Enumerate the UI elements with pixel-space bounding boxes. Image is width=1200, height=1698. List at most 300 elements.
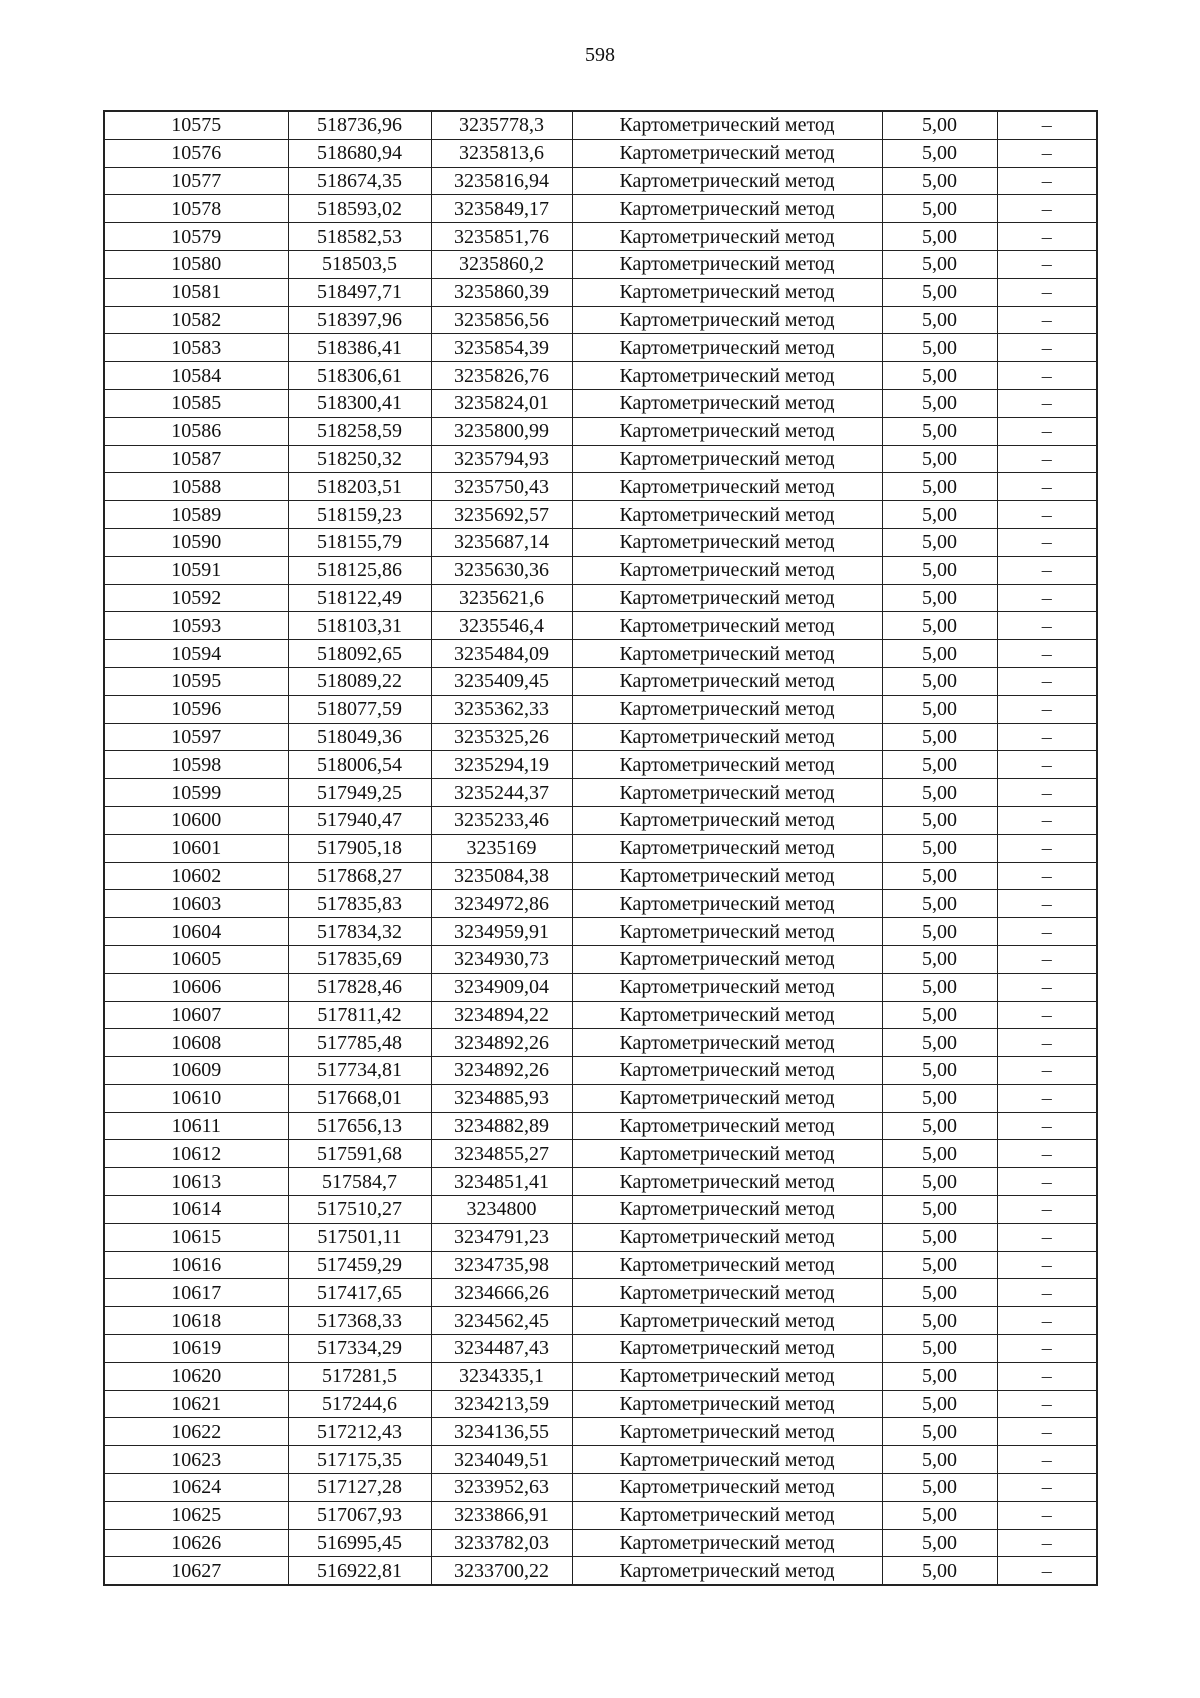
- method-cell: Картометрический метод: [572, 1251, 882, 1279]
- point-number-cell: 10612: [104, 1140, 288, 1168]
- y-coordinate-cell: 3235244,37: [431, 779, 572, 807]
- point-number-cell: 10613: [104, 1168, 288, 1196]
- coordinates-table: [103, 110, 1098, 1586]
- x-coordinate-cell: 517835,83: [288, 890, 431, 918]
- y-coordinate-cell: 3235813,6: [431, 139, 572, 167]
- y-coordinate-cell: 3235824,01: [431, 389, 572, 417]
- note-cell: –: [997, 417, 1097, 445]
- y-coordinate-cell: 3235621,6: [431, 584, 572, 612]
- table-row: [104, 473, 1097, 501]
- note-cell: –: [997, 667, 1097, 695]
- point-number-cell: 10614: [104, 1196, 288, 1224]
- accuracy-cell: 5,00: [882, 278, 997, 306]
- x-coordinate-cell: 518306,61: [288, 362, 431, 390]
- point-number-cell: 10584: [104, 362, 288, 390]
- table-row: [104, 1223, 1097, 1251]
- point-number-cell: 10597: [104, 723, 288, 751]
- note-cell: –: [997, 473, 1097, 501]
- accuracy-cell: 5,00: [882, 250, 997, 278]
- table-row: [104, 584, 1097, 612]
- y-coordinate-cell: 3234213,59: [431, 1390, 572, 1418]
- point-number-cell: 10603: [104, 890, 288, 918]
- x-coordinate-cell: 517668,01: [288, 1084, 431, 1112]
- accuracy-cell: 5,00: [882, 306, 997, 334]
- x-coordinate-cell: 517459,29: [288, 1251, 431, 1279]
- accuracy-cell: 5,00: [882, 334, 997, 362]
- y-coordinate-cell: 3234136,55: [431, 1418, 572, 1446]
- y-coordinate-cell: 3235794,93: [431, 445, 572, 473]
- note-cell: –: [997, 445, 1097, 473]
- accuracy-cell: 5,00: [882, 556, 997, 584]
- y-coordinate-cell: 3235692,57: [431, 501, 572, 529]
- x-coordinate-cell: 518089,22: [288, 667, 431, 695]
- x-coordinate-cell: 518300,41: [288, 389, 431, 417]
- method-cell: Картометрический метод: [572, 389, 882, 417]
- y-coordinate-cell: 3234892,26: [431, 1057, 572, 1085]
- point-number-cell: 10589: [104, 501, 288, 529]
- y-coordinate-cell: 3235084,38: [431, 862, 572, 890]
- method-cell: Картометрический метод: [572, 1474, 882, 1502]
- point-number-cell: 10617: [104, 1279, 288, 1307]
- method-cell: Картометрический метод: [572, 445, 882, 473]
- x-coordinate-cell: 517212,43: [288, 1418, 431, 1446]
- point-number-cell: 10598: [104, 751, 288, 779]
- y-coordinate-cell: 3235169: [431, 834, 572, 862]
- point-number-cell: 10610: [104, 1084, 288, 1112]
- y-coordinate-cell: 3235546,4: [431, 612, 572, 640]
- point-number-cell: 10599: [104, 779, 288, 807]
- accuracy-cell: 5,00: [882, 751, 997, 779]
- accuracy-cell: 5,00: [882, 1057, 997, 1085]
- method-cell: Картометрический метод: [572, 306, 882, 334]
- point-number-cell: 10582: [104, 306, 288, 334]
- accuracy-cell: 5,00: [882, 1529, 997, 1557]
- y-coordinate-cell: 3234909,04: [431, 973, 572, 1001]
- y-coordinate-cell: 3234800: [431, 1196, 572, 1224]
- method-cell: Картометрический метод: [572, 1001, 882, 1029]
- method-cell: Картометрический метод: [572, 1335, 882, 1363]
- accuracy-cell: 5,00: [882, 1335, 997, 1363]
- point-number-cell: 10581: [104, 278, 288, 306]
- method-cell: Картометрический метод: [572, 834, 882, 862]
- point-number-cell: 10600: [104, 806, 288, 834]
- method-cell: Картометрический метод: [572, 111, 882, 139]
- method-cell: Картометрический метод: [572, 667, 882, 695]
- x-coordinate-cell: 517905,18: [288, 834, 431, 862]
- x-coordinate-cell: 517244,6: [288, 1390, 431, 1418]
- x-coordinate-cell: 518397,96: [288, 306, 431, 334]
- point-number-cell: 10608: [104, 1029, 288, 1057]
- accuracy-cell: 5,00: [882, 417, 997, 445]
- accuracy-cell: 5,00: [882, 1140, 997, 1168]
- note-cell: –: [997, 528, 1097, 556]
- table-row: [104, 167, 1097, 195]
- table-row: [104, 1474, 1097, 1502]
- accuracy-cell: 5,00: [882, 111, 997, 139]
- y-coordinate-cell: 3235826,76: [431, 362, 572, 390]
- accuracy-cell: 5,00: [882, 1474, 997, 1502]
- table-row: [104, 1418, 1097, 1446]
- y-coordinate-cell: 3235800,99: [431, 417, 572, 445]
- y-coordinate-cell: 3235849,17: [431, 195, 572, 223]
- accuracy-cell: 5,00: [882, 779, 997, 807]
- x-coordinate-cell: 518680,94: [288, 139, 431, 167]
- y-coordinate-cell: 3235778,3: [431, 111, 572, 139]
- method-cell: Картометрический метод: [572, 723, 882, 751]
- x-coordinate-cell: 518674,35: [288, 167, 431, 195]
- accuracy-cell: 5,00: [882, 167, 997, 195]
- note-cell: –: [997, 1001, 1097, 1029]
- method-cell: Картометрический метод: [572, 556, 882, 584]
- accuracy-cell: 5,00: [882, 1362, 997, 1390]
- table-row: [104, 695, 1097, 723]
- accuracy-cell: 5,00: [882, 445, 997, 473]
- x-coordinate-cell: 517949,25: [288, 779, 431, 807]
- note-cell: –: [997, 862, 1097, 890]
- note-cell: –: [997, 223, 1097, 251]
- table-row: [104, 389, 1097, 417]
- point-number-cell: 10576: [104, 139, 288, 167]
- note-cell: –: [997, 779, 1097, 807]
- table-row: [104, 1557, 1097, 1585]
- table-row: [104, 862, 1097, 890]
- note-cell: –: [997, 111, 1097, 139]
- y-coordinate-cell: 3235851,76: [431, 223, 572, 251]
- point-number-cell: 10618: [104, 1307, 288, 1335]
- point-number-cell: 10604: [104, 918, 288, 946]
- accuracy-cell: 5,00: [882, 1223, 997, 1251]
- accuracy-cell: 5,00: [882, 1196, 997, 1224]
- accuracy-cell: 5,00: [882, 584, 997, 612]
- point-number-cell: 10594: [104, 640, 288, 668]
- y-coordinate-cell: 3234892,26: [431, 1029, 572, 1057]
- y-coordinate-cell: 3235362,33: [431, 695, 572, 723]
- y-coordinate-cell: 3235854,39: [431, 334, 572, 362]
- method-cell: Картометрический метод: [572, 1557, 882, 1585]
- x-coordinate-cell: 518203,51: [288, 473, 431, 501]
- x-coordinate-cell: 517334,29: [288, 1335, 431, 1363]
- method-cell: Картометрический метод: [572, 1112, 882, 1140]
- accuracy-cell: 5,00: [882, 1557, 997, 1585]
- note-cell: –: [997, 723, 1097, 751]
- method-cell: Картометрический метод: [572, 640, 882, 668]
- x-coordinate-cell: 517281,5: [288, 1362, 431, 1390]
- y-coordinate-cell: 3233866,91: [431, 1501, 572, 1529]
- accuracy-cell: 5,00: [882, 667, 997, 695]
- table-row: [104, 362, 1097, 390]
- accuracy-cell: 5,00: [882, 1251, 997, 1279]
- note-cell: –: [997, 695, 1097, 723]
- accuracy-cell: 5,00: [882, 1168, 997, 1196]
- accuracy-cell: 5,00: [882, 1001, 997, 1029]
- table-row: [104, 195, 1097, 223]
- table-row: [104, 1140, 1097, 1168]
- point-number-cell: 10590: [104, 528, 288, 556]
- table-row: [104, 1251, 1097, 1279]
- method-cell: Картометрический метод: [572, 278, 882, 306]
- method-cell: Картометрический метод: [572, 1057, 882, 1085]
- note-cell: –: [997, 806, 1097, 834]
- coordinates-table-body: [104, 111, 1097, 1585]
- table-row: [104, 223, 1097, 251]
- accuracy-cell: 5,00: [882, 612, 997, 640]
- table-row: [104, 445, 1097, 473]
- point-number-cell: 10586: [104, 417, 288, 445]
- point-number-cell: 10626: [104, 1529, 288, 1557]
- y-coordinate-cell: 3234666,26: [431, 1279, 572, 1307]
- point-number-cell: 10575: [104, 111, 288, 139]
- accuracy-cell: 5,00: [882, 640, 997, 668]
- y-coordinate-cell: 3234562,45: [431, 1307, 572, 1335]
- x-coordinate-cell: 518386,41: [288, 334, 431, 362]
- x-coordinate-cell: 517584,7: [288, 1168, 431, 1196]
- x-coordinate-cell: 518155,79: [288, 528, 431, 556]
- note-cell: –: [997, 584, 1097, 612]
- method-cell: Картометрический метод: [572, 695, 882, 723]
- x-coordinate-cell: 517501,11: [288, 1223, 431, 1251]
- method-cell: Картометрический метод: [572, 528, 882, 556]
- method-cell: Картометрический метод: [572, 862, 882, 890]
- table-row: [104, 1112, 1097, 1140]
- method-cell: Картометрический метод: [572, 1140, 882, 1168]
- x-coordinate-cell: 518250,32: [288, 445, 431, 473]
- note-cell: –: [997, 501, 1097, 529]
- y-coordinate-cell: 3234972,86: [431, 890, 572, 918]
- x-coordinate-cell: 518593,02: [288, 195, 431, 223]
- x-coordinate-cell: 517175,35: [288, 1446, 431, 1474]
- point-number-cell: 10622: [104, 1418, 288, 1446]
- x-coordinate-cell: 518582,53: [288, 223, 431, 251]
- accuracy-cell: 5,00: [882, 473, 997, 501]
- x-coordinate-cell: 518092,65: [288, 640, 431, 668]
- method-cell: Картометрический метод: [572, 1223, 882, 1251]
- accuracy-cell: 5,00: [882, 1446, 997, 1474]
- point-number-cell: 10587: [104, 445, 288, 473]
- point-number-cell: 10588: [104, 473, 288, 501]
- table-row: [104, 1501, 1097, 1529]
- method-cell: Картометрический метод: [572, 806, 882, 834]
- table-row: [104, 890, 1097, 918]
- table-row: [104, 417, 1097, 445]
- accuracy-cell: 5,00: [882, 973, 997, 1001]
- point-number-cell: 10619: [104, 1335, 288, 1363]
- point-number-cell: 10605: [104, 945, 288, 973]
- y-coordinate-cell: 3234487,43: [431, 1335, 572, 1363]
- accuracy-cell: 5,00: [882, 1279, 997, 1307]
- y-coordinate-cell: 3234894,22: [431, 1001, 572, 1029]
- method-cell: Картометрический метод: [572, 250, 882, 278]
- note-cell: –: [997, 945, 1097, 973]
- page-number: 598: [585, 44, 615, 66]
- note-cell: –: [997, 890, 1097, 918]
- y-coordinate-cell: 3234855,27: [431, 1140, 572, 1168]
- note-cell: –: [997, 1362, 1097, 1390]
- accuracy-cell: 5,00: [882, 223, 997, 251]
- accuracy-cell: 5,00: [882, 695, 997, 723]
- note-cell: –: [997, 640, 1097, 668]
- note-cell: –: [997, 1112, 1097, 1140]
- x-coordinate-cell: 517591,68: [288, 1140, 431, 1168]
- table-row: [104, 528, 1097, 556]
- accuracy-cell: 5,00: [882, 389, 997, 417]
- y-coordinate-cell: 3235856,56: [431, 306, 572, 334]
- y-coordinate-cell: 3235630,36: [431, 556, 572, 584]
- accuracy-cell: 5,00: [882, 195, 997, 223]
- y-coordinate-cell: 3235816,94: [431, 167, 572, 195]
- note-cell: –: [997, 918, 1097, 946]
- point-number-cell: 10627: [104, 1557, 288, 1585]
- point-number-cell: 10596: [104, 695, 288, 723]
- accuracy-cell: 5,00: [882, 501, 997, 529]
- point-number-cell: 10593: [104, 612, 288, 640]
- note-cell: –: [997, 1084, 1097, 1112]
- method-cell: Картометрический метод: [572, 1084, 882, 1112]
- table-row: [104, 1307, 1097, 1335]
- note-cell: –: [997, 278, 1097, 306]
- table-row: [104, 1001, 1097, 1029]
- note-cell: –: [997, 195, 1097, 223]
- note-cell: –: [997, 1140, 1097, 1168]
- table-row: [104, 1196, 1097, 1224]
- note-cell: –: [997, 1557, 1097, 1585]
- point-number-cell: 10585: [104, 389, 288, 417]
- method-cell: Картометрический метод: [572, 1196, 882, 1224]
- point-number-cell: 10616: [104, 1251, 288, 1279]
- method-cell: Картометрический метод: [572, 1307, 882, 1335]
- note-cell: –: [997, 751, 1097, 779]
- table-row: [104, 723, 1097, 751]
- y-coordinate-cell: 3235860,2: [431, 250, 572, 278]
- note-cell: –: [997, 1168, 1097, 1196]
- y-coordinate-cell: 3235325,26: [431, 723, 572, 751]
- method-cell: Картометрический метод: [572, 612, 882, 640]
- method-cell: Картометрический метод: [572, 890, 882, 918]
- y-coordinate-cell: 3235484,09: [431, 640, 572, 668]
- method-cell: Картометрический метод: [572, 1362, 882, 1390]
- y-coordinate-cell: 3235233,46: [431, 806, 572, 834]
- table-row: [104, 556, 1097, 584]
- note-cell: –: [997, 1335, 1097, 1363]
- x-coordinate-cell: 517828,46: [288, 973, 431, 1001]
- note-cell: –: [997, 1446, 1097, 1474]
- x-coordinate-cell: 517734,81: [288, 1057, 431, 1085]
- point-number-cell: 10578: [104, 195, 288, 223]
- table-row: [104, 334, 1097, 362]
- table-row: [104, 306, 1097, 334]
- point-number-cell: 10583: [104, 334, 288, 362]
- note-cell: –: [997, 389, 1097, 417]
- x-coordinate-cell: 518159,23: [288, 501, 431, 529]
- note-cell: –: [997, 834, 1097, 862]
- note-cell: –: [997, 556, 1097, 584]
- table-row: [104, 1084, 1097, 1112]
- table-row: [104, 973, 1097, 1001]
- method-cell: Картометрический метод: [572, 139, 882, 167]
- y-coordinate-cell: 3235409,45: [431, 667, 572, 695]
- method-cell: Картометрический метод: [572, 945, 882, 973]
- table-row: [104, 751, 1097, 779]
- point-number-cell: 10592: [104, 584, 288, 612]
- x-coordinate-cell: 518125,86: [288, 556, 431, 584]
- point-number-cell: 10579: [104, 223, 288, 251]
- accuracy-cell: 5,00: [882, 1084, 997, 1112]
- table-row: [104, 1168, 1097, 1196]
- accuracy-cell: 5,00: [882, 945, 997, 973]
- point-number-cell: 10591: [104, 556, 288, 584]
- method-cell: Картометрический метод: [572, 223, 882, 251]
- table-row: [104, 667, 1097, 695]
- x-coordinate-cell: 518258,59: [288, 417, 431, 445]
- table-row: [104, 1529, 1097, 1557]
- table-row: [104, 1057, 1097, 1085]
- note-cell: –: [997, 362, 1097, 390]
- note-cell: –: [997, 1529, 1097, 1557]
- x-coordinate-cell: 518049,36: [288, 723, 431, 751]
- note-cell: –: [997, 1251, 1097, 1279]
- table-row: [104, 1029, 1097, 1057]
- point-number-cell: 10602: [104, 862, 288, 890]
- y-coordinate-cell: 3234049,51: [431, 1446, 572, 1474]
- x-coordinate-cell: 518736,96: [288, 111, 431, 139]
- y-coordinate-cell: 3234885,93: [431, 1084, 572, 1112]
- y-coordinate-cell: 3234851,41: [431, 1168, 572, 1196]
- accuracy-cell: 5,00: [882, 362, 997, 390]
- method-cell: Картометрический метод: [572, 167, 882, 195]
- x-coordinate-cell: 518103,31: [288, 612, 431, 640]
- point-number-cell: 10623: [104, 1446, 288, 1474]
- x-coordinate-cell: 518006,54: [288, 751, 431, 779]
- accuracy-cell: 5,00: [882, 139, 997, 167]
- x-coordinate-cell: 517834,32: [288, 918, 431, 946]
- point-number-cell: 10621: [104, 1390, 288, 1418]
- point-number-cell: 10609: [104, 1057, 288, 1085]
- x-coordinate-cell: 518503,5: [288, 250, 431, 278]
- note-cell: –: [997, 1307, 1097, 1335]
- method-cell: Картометрический метод: [572, 1390, 882, 1418]
- table-row: [104, 834, 1097, 862]
- point-number-cell: 10595: [104, 667, 288, 695]
- accuracy-cell: 5,00: [882, 1390, 997, 1418]
- y-coordinate-cell: 3234735,98: [431, 1251, 572, 1279]
- accuracy-cell: 5,00: [882, 1112, 997, 1140]
- note-cell: –: [997, 167, 1097, 195]
- x-coordinate-cell: 517368,33: [288, 1307, 431, 1335]
- x-coordinate-cell: 517785,48: [288, 1029, 431, 1057]
- method-cell: Картометрический метод: [572, 334, 882, 362]
- x-coordinate-cell: 517067,93: [288, 1501, 431, 1529]
- point-number-cell: 10577: [104, 167, 288, 195]
- note-cell: –: [997, 1057, 1097, 1085]
- note-cell: –: [997, 1223, 1097, 1251]
- table-row: [104, 945, 1097, 973]
- note-cell: –: [997, 250, 1097, 278]
- table-row: [104, 612, 1097, 640]
- x-coordinate-cell: 516995,45: [288, 1529, 431, 1557]
- y-coordinate-cell: 3233952,63: [431, 1474, 572, 1502]
- x-coordinate-cell: 517940,47: [288, 806, 431, 834]
- table-row: [104, 1335, 1097, 1363]
- y-coordinate-cell: 3235687,14: [431, 528, 572, 556]
- table-row: [104, 1446, 1097, 1474]
- x-coordinate-cell: 517127,28: [288, 1474, 431, 1502]
- x-coordinate-cell: 516922,81: [288, 1557, 431, 1585]
- y-coordinate-cell: 3234959,91: [431, 918, 572, 946]
- method-cell: Картометрический метод: [572, 1501, 882, 1529]
- accuracy-cell: 5,00: [882, 890, 997, 918]
- method-cell: Картометрический метод: [572, 1168, 882, 1196]
- accuracy-cell: 5,00: [882, 723, 997, 751]
- y-coordinate-cell: 3234791,23: [431, 1223, 572, 1251]
